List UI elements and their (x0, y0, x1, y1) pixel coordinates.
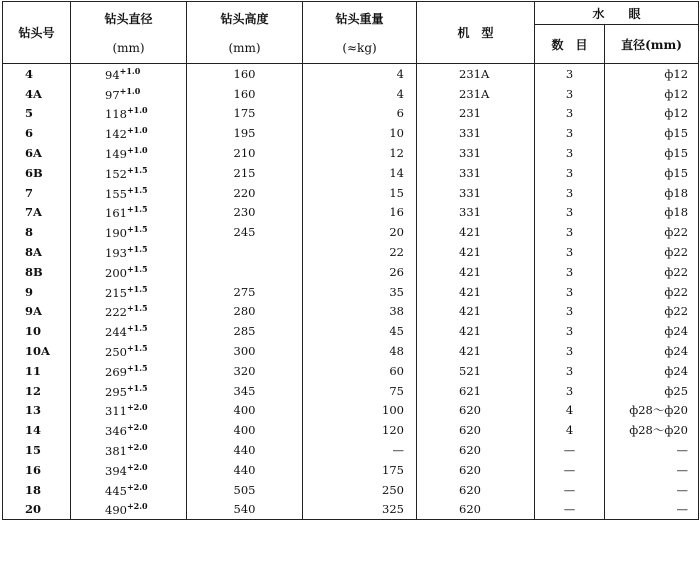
cell-diameter (71, 420, 187, 440)
table-row (3, 262, 699, 282)
cell-weight: 14 (303, 163, 417, 183)
cell-model: 331 (417, 143, 535, 163)
cell-weight: 26 (303, 262, 417, 282)
cell-bit-no: 14 (3, 420, 71, 440)
tolerance-value: +1.5 (126, 303, 148, 314)
tolerance-value: +1.5 (126, 184, 148, 195)
cell-height: 285 (187, 321, 303, 341)
cell-bit-no: 7 (3, 183, 71, 203)
diameter-value: 152 (105, 166, 127, 181)
tolerance-value: +1.5 (126, 343, 148, 354)
cell-diameter (71, 381, 187, 401)
cell-model: 231 (417, 104, 535, 124)
cell-model: 621 (417, 381, 535, 401)
cell-height: 275 (187, 282, 303, 302)
cell-weight: 10 (303, 123, 417, 143)
tolerance-value: +1.5 (126, 323, 148, 334)
cell-height (187, 262, 303, 282)
table-row (3, 84, 699, 104)
header-eye-diameter: 直径(mm) (605, 25, 699, 64)
cell-bit-no: 18 (3, 480, 71, 500)
tolerance-value: +1.5 (126, 382, 148, 393)
tolerance-value: +1.5 (126, 224, 148, 235)
cell-eye-count: 3 (535, 123, 605, 143)
table-row (3, 282, 699, 302)
cell-eye-count: 3 (535, 302, 605, 322)
cell-eye-count: 3 (535, 203, 605, 223)
table-row (3, 64, 699, 84)
cell-diameter (71, 222, 187, 242)
cell-bit-no: 10 (3, 321, 71, 341)
tolerance-value: +1.0 (126, 105, 148, 116)
cell-model: 620 (417, 440, 535, 460)
cell-weight: 35 (303, 282, 417, 302)
cell-eye-count: 3 (535, 183, 605, 203)
cell-height: 280 (187, 302, 303, 322)
tolerance-value: +2.0 (126, 402, 148, 413)
cell-diameter (71, 143, 187, 163)
cell-eye-count: 3 (535, 282, 605, 302)
cell-eye-diameter: ф22 (605, 302, 699, 322)
tolerance-value: +2.0 (126, 461, 148, 472)
cell-eye-diameter: — (605, 440, 699, 460)
cell-eye-count: 4 (535, 401, 605, 421)
cell-weight: 15 (303, 183, 417, 203)
cell-model: 421 (417, 321, 535, 341)
cell-diameter (71, 302, 187, 322)
cell-model: 331 (417, 203, 535, 223)
diameter-value: 142 (105, 127, 127, 142)
cell-weight: 250 (303, 480, 417, 500)
table-row (3, 440, 699, 460)
cell-model: 620 (417, 420, 535, 440)
cell-weight: 4 (303, 64, 417, 84)
cell-height: 540 (187, 500, 303, 520)
cell-weight: 6 (303, 104, 417, 124)
diameter-value: 97 (105, 87, 120, 102)
table-body (3, 64, 699, 520)
cell-eye-diameter: ф24 (605, 361, 699, 381)
cell-model: 421 (417, 222, 535, 242)
cell-bit-no: 6 (3, 123, 71, 143)
cell-model: 331 (417, 163, 535, 183)
diameter-value: 193 (105, 246, 127, 261)
header-bit-no: 钻头号 (3, 2, 71, 64)
cell-model: 331 (417, 183, 535, 203)
tolerance-value: +1.5 (126, 283, 148, 294)
diameter-value: 445 (105, 483, 127, 498)
cell-eye-count: 4 (535, 420, 605, 440)
cell-model: 620 (417, 460, 535, 480)
cell-eye-count: — (535, 500, 605, 520)
cell-eye-count: 3 (535, 163, 605, 183)
diameter-value: 118 (105, 107, 127, 122)
cell-height: 400 (187, 401, 303, 421)
cell-bit-no: 6B (3, 163, 71, 183)
cell-eye-diameter: ф12 (605, 104, 699, 124)
cell-eye-diameter: ф22 (605, 262, 699, 282)
cell-eye-diameter: ф24 (605, 341, 699, 361)
cell-bit-no: 8A (3, 242, 71, 262)
cell-model: 421 (417, 282, 535, 302)
cell-eye-count: 3 (535, 143, 605, 163)
cell-eye-count: — (535, 480, 605, 500)
table-row (3, 480, 699, 500)
cell-diameter (71, 183, 187, 203)
cell-height: 195 (187, 123, 303, 143)
table-row (3, 341, 699, 361)
cell-eye-count: — (535, 440, 605, 460)
cell-weight: 48 (303, 341, 417, 361)
cell-height: 230 (187, 203, 303, 223)
cell-diameter (71, 440, 187, 460)
diameter-value: 222 (105, 305, 127, 320)
cell-eye-diameter: ф15 (605, 163, 699, 183)
cell-eye-diameter: ф18 (605, 183, 699, 203)
diameter-value: 490 (105, 503, 127, 518)
drill-bit-spec-table (2, 1, 699, 520)
table-row (3, 420, 699, 440)
cell-model: 331 (417, 123, 535, 143)
cell-height: 160 (187, 64, 303, 84)
table-row (3, 183, 699, 203)
cell-diameter (71, 123, 187, 143)
cell-model: 421 (417, 242, 535, 262)
cell-bit-no: 12 (3, 381, 71, 401)
cell-diameter (71, 361, 187, 381)
cell-height: 505 (187, 480, 303, 500)
cell-eye-diameter: ф24 (605, 321, 699, 341)
table-row (3, 104, 699, 124)
diameter-value: 161 (105, 206, 127, 221)
cell-diameter (71, 401, 187, 421)
diameter-value: 381 (105, 444, 127, 459)
diameter-value: 155 (105, 186, 127, 201)
table-row (3, 460, 699, 480)
cell-diameter (71, 242, 187, 262)
cell-eye-diameter: — (605, 500, 699, 520)
cell-bit-no: 16 (3, 460, 71, 480)
cell-bit-no: 9A (3, 302, 71, 322)
header-diameter-label: 钻头直径 (104, 12, 153, 26)
header-model: 机 型 (417, 2, 535, 64)
cell-weight: — (303, 440, 417, 460)
cell-weight: 100 (303, 401, 417, 421)
cell-height: 400 (187, 420, 303, 440)
cell-weight: 16 (303, 203, 417, 223)
cell-weight: 175 (303, 460, 417, 480)
cell-eye-diameter: — (605, 460, 699, 480)
header-diameter (71, 2, 187, 64)
cell-diameter (71, 282, 187, 302)
cell-eye-diameter: ф12 (605, 64, 699, 84)
cell-height: 215 (187, 163, 303, 183)
cell-bit-no: 4 (3, 64, 71, 84)
header-weight-label: 钻头重量 (335, 12, 384, 26)
cell-bit-no: 13 (3, 401, 71, 421)
header-height-unit: (mm) (228, 41, 261, 55)
cell-eye-count: 3 (535, 242, 605, 262)
diameter-value: 311 (105, 404, 127, 419)
cell-eye-diameter: ф28～ф20 (605, 420, 699, 440)
cell-height: 440 (187, 460, 303, 480)
cell-eye-diameter: ф18 (605, 203, 699, 223)
cell-weight: 22 (303, 242, 417, 262)
cell-diameter (71, 163, 187, 183)
tolerance-value: +1.5 (126, 362, 148, 373)
diameter-value: 94 (105, 67, 120, 82)
cell-weight: 120 (303, 420, 417, 440)
cell-height: 245 (187, 222, 303, 242)
cell-bit-no: 4A (3, 84, 71, 104)
cell-weight: 75 (303, 381, 417, 401)
cell-model: 421 (417, 262, 535, 282)
cell-weight: 325 (303, 500, 417, 520)
cell-eye-diameter: — (605, 480, 699, 500)
cell-diameter (71, 500, 187, 520)
tolerance-value: +2.0 (126, 501, 148, 512)
cell-eye-diameter: ф28～ф20 (605, 401, 699, 421)
cell-height: 345 (187, 381, 303, 401)
cell-weight: 4 (303, 84, 417, 104)
cell-diameter (71, 64, 187, 84)
table-row (3, 401, 699, 421)
table-row (3, 500, 699, 520)
cell-eye-count: 3 (535, 104, 605, 124)
cell-bit-no: 9 (3, 282, 71, 302)
cell-model: 620 (417, 500, 535, 520)
diameter-value: 215 (105, 285, 127, 300)
cell-eye-count: 3 (535, 321, 605, 341)
cell-eye-diameter: ф22 (605, 282, 699, 302)
diameter-value: 190 (105, 226, 127, 241)
table-row (3, 302, 699, 322)
cell-model: 421 (417, 302, 535, 322)
diameter-value: 250 (105, 345, 127, 360)
cell-diameter (71, 321, 187, 341)
header-height (187, 2, 303, 64)
diameter-value: 394 (105, 463, 127, 478)
cell-diameter (71, 460, 187, 480)
cell-bit-no: 15 (3, 440, 71, 460)
tolerance-value: +1.0 (126, 145, 148, 156)
cell-eye-count: — (535, 460, 605, 480)
cell-weight: 12 (303, 143, 417, 163)
tolerance-value: +1.0 (126, 125, 148, 136)
tolerance-value: +2.0 (126, 442, 148, 453)
cell-eye-count: 3 (535, 341, 605, 361)
cell-height (187, 242, 303, 262)
cell-eye-count: 3 (535, 381, 605, 401)
table-row (3, 123, 699, 143)
cell-bit-no: 6A (3, 143, 71, 163)
cell-diameter (71, 341, 187, 361)
cell-height: 210 (187, 143, 303, 163)
tolerance-value: +1.5 (126, 204, 148, 215)
cell-weight: 45 (303, 321, 417, 341)
cell-bit-no: 5 (3, 104, 71, 124)
cell-eye-diameter: ф25 (605, 381, 699, 401)
header-weight-unit: (≈kg) (342, 41, 377, 55)
header-count: 数 目 (535, 25, 605, 64)
tolerance-value: +1.0 (119, 85, 141, 96)
table-row (3, 143, 699, 163)
cell-weight: 60 (303, 361, 417, 381)
cell-model: 231A (417, 64, 535, 84)
cell-diameter (71, 262, 187, 282)
table-row (3, 203, 699, 223)
table-row (3, 381, 699, 401)
diameter-value: 200 (105, 265, 127, 280)
cell-height: 300 (187, 341, 303, 361)
cell-bit-no: 20 (3, 500, 71, 520)
table-row (3, 222, 699, 242)
cell-model: 421 (417, 341, 535, 361)
tolerance-value: +1.5 (126, 244, 148, 255)
cell-model: 521 (417, 361, 535, 381)
table-row (3, 361, 699, 381)
cell-height: 175 (187, 104, 303, 124)
cell-model: 620 (417, 401, 535, 421)
tolerance-value: +1.5 (126, 263, 148, 274)
cell-height: 220 (187, 183, 303, 203)
cell-bit-no: 11 (3, 361, 71, 381)
cell-bit-no: 8B (3, 262, 71, 282)
cell-height: 320 (187, 361, 303, 381)
cell-model: 620 (417, 480, 535, 500)
cell-eye-count: 3 (535, 361, 605, 381)
cell-height: 440 (187, 440, 303, 460)
cell-eye-diameter: ф15 (605, 143, 699, 163)
diameter-value: 244 (105, 325, 127, 340)
cell-eye-diameter: ф22 (605, 222, 699, 242)
diameter-value: 295 (105, 384, 127, 399)
header-weight (303, 2, 417, 64)
cell-diameter (71, 480, 187, 500)
cell-height: 160 (187, 84, 303, 104)
table-row (3, 321, 699, 341)
cell-eye-diameter: ф12 (605, 84, 699, 104)
cell-diameter (71, 104, 187, 124)
cell-eye-count: 3 (535, 64, 605, 84)
tolerance-value: +1.0 (119, 65, 141, 76)
table-row (3, 163, 699, 183)
table-row (3, 242, 699, 262)
cell-eye-count: 3 (535, 222, 605, 242)
cell-eye-count: 3 (535, 262, 605, 282)
cell-bit-no: 10A (3, 341, 71, 361)
cell-bit-no: 8 (3, 222, 71, 242)
cell-eye-diameter: ф15 (605, 123, 699, 143)
cell-model: 231A (417, 84, 535, 104)
cell-bit-no: 7A (3, 203, 71, 223)
cell-diameter (71, 203, 187, 223)
tolerance-value: +1.5 (126, 164, 148, 175)
cell-weight: 20 (303, 222, 417, 242)
cell-diameter (71, 84, 187, 104)
cell-weight: 38 (303, 302, 417, 322)
cell-eye-diameter: ф22 (605, 242, 699, 262)
header-height-label: 钻头高度 (220, 12, 269, 26)
header-water-eye: 水 眼 (535, 2, 699, 25)
tolerance-value: +2.0 (126, 422, 148, 433)
diameter-value: 269 (105, 364, 127, 379)
header-diameter-unit: (mm) (112, 41, 145, 55)
diameter-value: 346 (105, 424, 127, 439)
diameter-value: 149 (105, 147, 127, 162)
tolerance-value: +2.0 (126, 481, 148, 492)
cell-eye-count: 3 (535, 84, 605, 104)
